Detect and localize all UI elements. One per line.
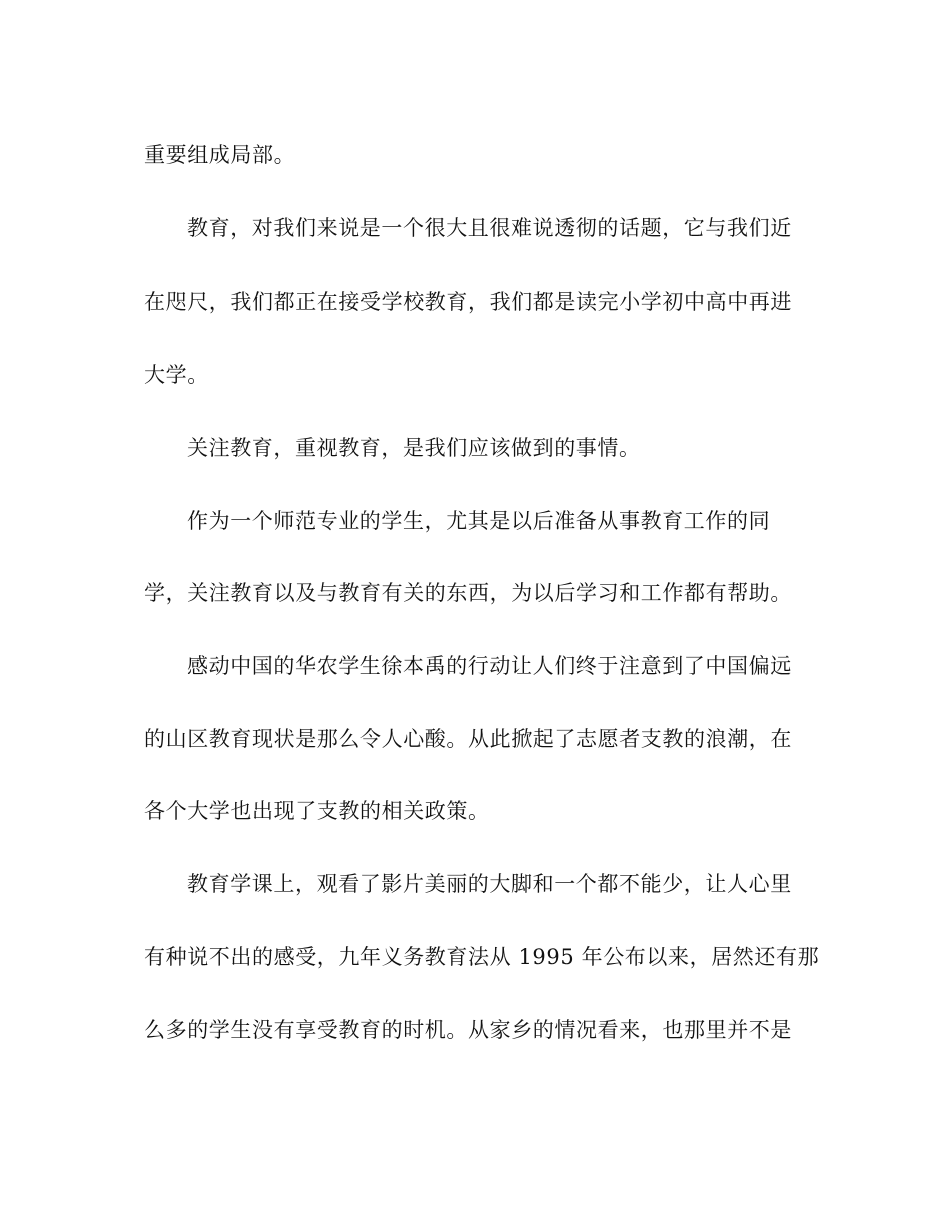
- text-line: 学，关注教育以及与教育有关的东西，为以后学习和工作都有帮助。: [144, 581, 792, 605]
- paragraph-start-line: 感动中国的华农学生徐本禹的行动让人们终于注意到了中国偏远: [187, 654, 792, 678]
- paragraph-start-line: 教育，对我们来说是一个很大且很难说透彻的话题，它与我们近: [187, 216, 792, 240]
- text-line: 在咫尺，我们都正在接受学校教育，我们都是读完小学初中高中再进: [144, 290, 792, 314]
- text-line: 大学。: [144, 363, 209, 387]
- paragraph-start-line: 关注教育，重视教育，是我们应该做到的事情。: [187, 436, 641, 460]
- paragraph-start-line: 作为一个师范专业的学生，尤其是以后准备从事教育工作的同: [187, 509, 771, 533]
- paragraph-start-line: 教育学课上，观看了影片美丽的大脚和一个都不能少，让人心里: [187, 872, 792, 896]
- text-line: 的山区教育现状是那么令人心酸。从此掀起了志愿者支教的浪潮，在: [144, 727, 792, 751]
- text-line: 有种说不出的感受，九年义务教育法从 1995 年公布以来，居然还有那: [144, 945, 820, 969]
- text-line: 各个大学也出现了支教的相关政策。: [144, 799, 490, 823]
- text-line: 么多的学生没有享受教育的时机。从家乡的情况看来，也那里并不是: [144, 1018, 792, 1042]
- text-line: 重要组成局部。: [144, 143, 296, 167]
